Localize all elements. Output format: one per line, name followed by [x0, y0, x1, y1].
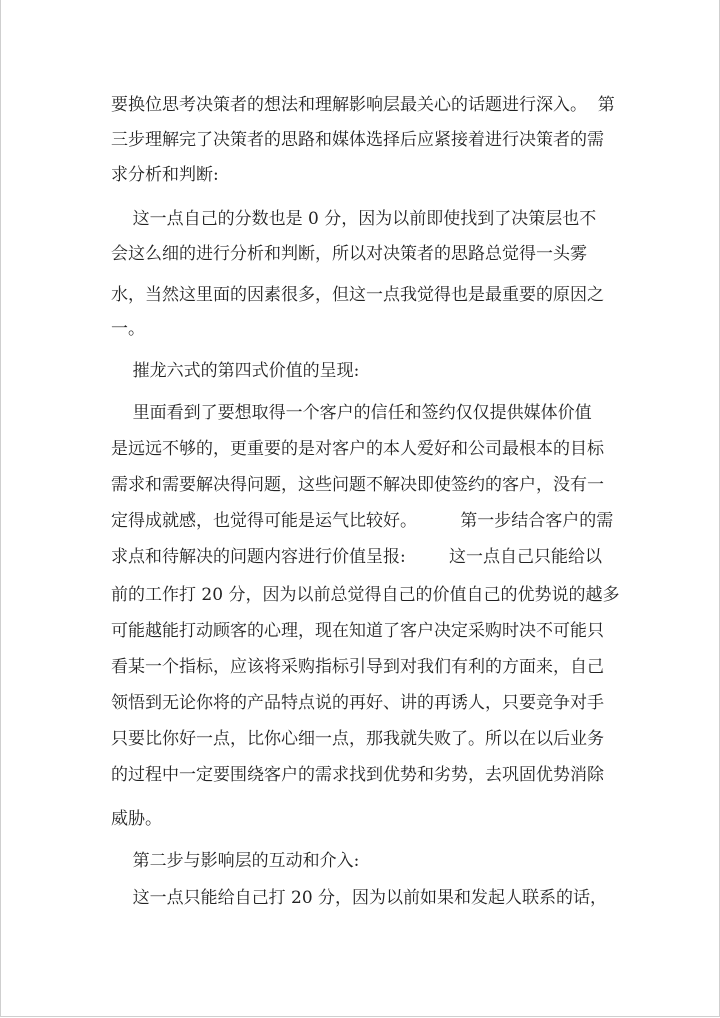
text-line: 领悟到无论你将的产品特点说的再好、讲的再诱人，只要竞争对手	[111, 693, 604, 713]
section-heading: 第二步与影响层的互动和介入:	[111, 851, 360, 871]
text-line: 会这么细的进行分析和判断，所以对决策者的思路总觉得一头雾	[111, 244, 587, 264]
text-line: 要换位思考决策者的想法和理解影响层最关心的话题进行深入。 第	[111, 95, 615, 115]
text-line: 只要比你好一点，比你心细一点，那我就失败了。所以在以后业务	[111, 729, 604, 749]
text-line: 求分析和判断:	[111, 165, 219, 185]
text-line: 三步理解完了决策者的思路和媒体选择后应紧接着进行决策者的需	[111, 130, 604, 150]
text-line: 里面看到了要想取得一个客户的信任和签约仅仅提供媒体价值	[111, 403, 592, 423]
text-line: 这一点只能给自己打 20 分，因为以前如果和发起人联系的话，	[111, 888, 608, 908]
text-line: 可能越能打动顾客的心理，现在知道了客户决定采购时决不可能只	[111, 621, 604, 641]
text-line: 前的工作打 20 分，因为以前总觉得自己的价值自己的优势说的越多	[111, 585, 620, 605]
text-line: 水，当然这里面的因素很多，但这一点我觉得也是最重要的原因之	[111, 285, 604, 305]
text-line: 的过程中一定要围绕客户的需求找到优势和劣势，去巩固优势消除	[111, 765, 604, 785]
text-line: 看某一个指标，应该将采购指标引导到对我们有利的方面来，自己	[111, 657, 604, 677]
text-line: 求点和待解决的问题内容进行价值呈报: 这一点自己只能给以	[111, 547, 602, 567]
text-line: 威胁。	[111, 809, 162, 829]
section-heading: 摧龙六式的第四式价值的呈现:	[111, 361, 360, 381]
text-line: 定得成就感，也觉得可能是运气比较好。 第一步结合客户的需	[111, 511, 614, 531]
text-line: 是远远不够的，更重要的是对客户的本人爱好和公司最根本的目标	[111, 439, 604, 459]
text-line: 这一点自己的分数也是 0 分，因为以前即使找到了决策层也不	[111, 209, 597, 229]
text-line: 一。	[111, 319, 145, 339]
text-line: 需求和需要解决得问题，这些问题不解决即使签约的客户，没有一	[111, 475, 604, 495]
